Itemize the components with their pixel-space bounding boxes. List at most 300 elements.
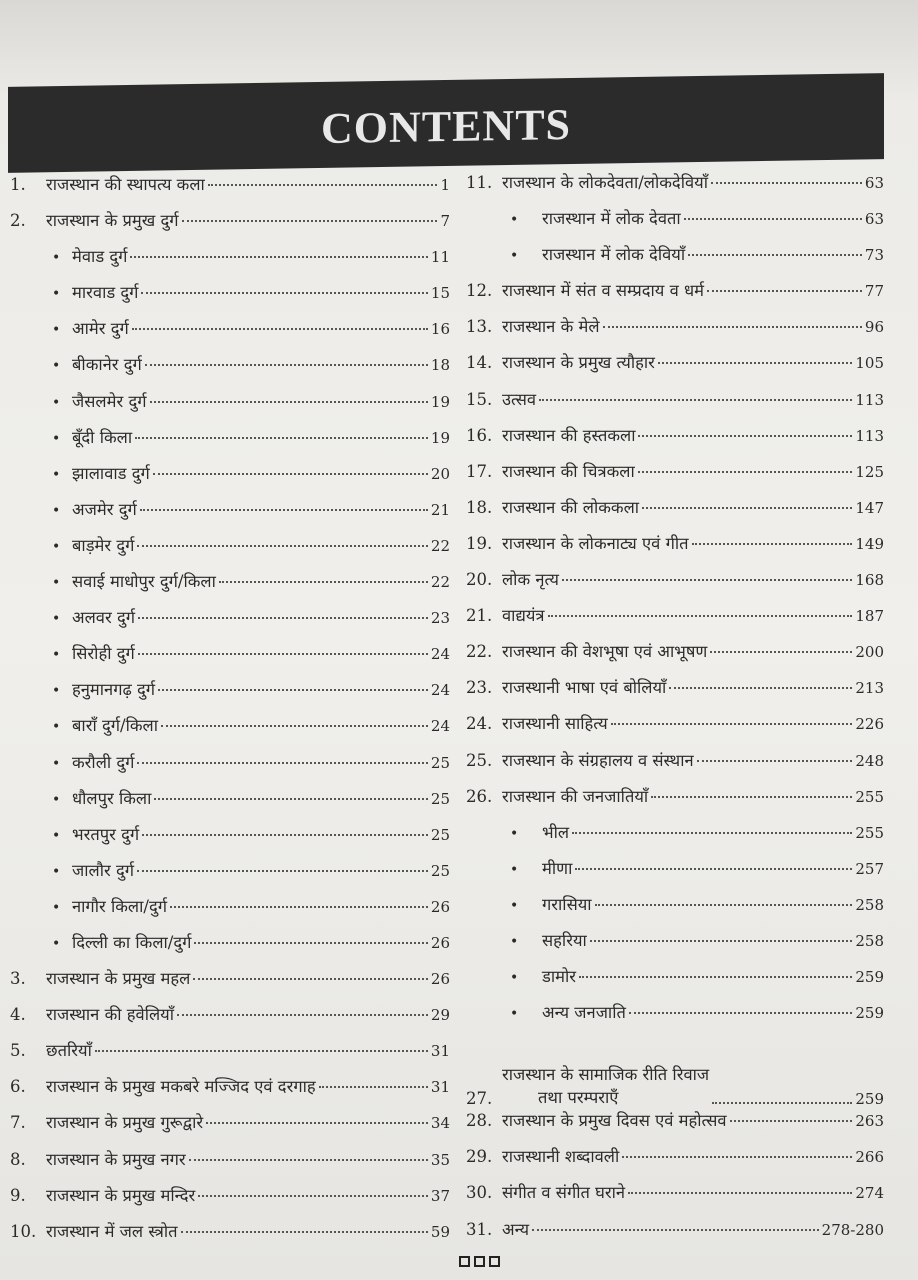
- dot-leader: [154, 798, 428, 800]
- toc-subentry: [10, 244, 450, 280]
- bullet-icon: •: [52, 538, 61, 555]
- entry-number: 1.: [10, 175, 26, 194]
- page-number: 263: [855, 1112, 884, 1131]
- entry-number: 12.: [466, 281, 493, 301]
- dot-leader: [710, 651, 852, 653]
- entry-number: 28.: [466, 1111, 493, 1131]
- bullet-icon: •: [510, 248, 519, 265]
- dot-leader: [130, 256, 427, 258]
- entry-title: सिरोही दुर्ग: [72, 644, 135, 664]
- footer-ornament: [459, 1256, 500, 1267]
- bullet-icon: •: [52, 719, 61, 736]
- entry-title: राजस्थान के प्रमुख त्यौहार: [502, 353, 655, 373]
- entry-title: राजस्थान में लोक देवता: [542, 209, 681, 229]
- toc-entry: [466, 1108, 884, 1144]
- dot-leader: [145, 364, 428, 366]
- page-number: 24: [430, 645, 450, 664]
- page-number: 22: [430, 536, 450, 555]
- entry-title: राजस्थान के प्रमुख दिवस एवं महोत्सव: [502, 1111, 727, 1131]
- toc-subentry: [466, 892, 884, 928]
- page-number: 35: [430, 1150, 450, 1169]
- entry-title: धौलपुर किला: [72, 788, 152, 808]
- entry-title: राजस्थानी भाषा एवं बोलियाँ: [502, 678, 667, 698]
- toc-subentry: [10, 786, 450, 822]
- page-number: 22: [430, 573, 450, 592]
- square-ornament-icon: [474, 1256, 485, 1267]
- page-number: 278-280: [821, 1220, 884, 1239]
- bullet-icon: •: [510, 861, 519, 878]
- entry-number: 14.: [466, 353, 493, 373]
- dot-leader: [611, 723, 853, 725]
- page-number: 113: [855, 426, 884, 445]
- page-number: 274: [855, 1184, 884, 1203]
- page-title: CONTENTS: [320, 99, 572, 153]
- entry-title: भील: [542, 822, 570, 842]
- entry-title: अलवर दुर्ग: [72, 608, 136, 628]
- entry-title: बाड़मेर दुर्ग: [72, 535, 135, 555]
- page-number: 255: [855, 823, 884, 842]
- entry-title: झालावाड दुर्ग: [72, 463, 150, 483]
- entry-title: राजस्थान के प्रमुख दुर्ग: [46, 211, 179, 231]
- entry-title: राजस्थानी शब्दावली: [502, 1147, 620, 1167]
- dot-leader: [628, 1192, 852, 1194]
- page-number: 59: [430, 1222, 450, 1241]
- toc-subentry: [10, 822, 450, 858]
- dot-leader: [642, 507, 852, 509]
- dot-leader: [697, 760, 853, 762]
- dot-leader: [137, 545, 427, 547]
- entry-title: जैसलमेर दुर्ग: [72, 391, 147, 411]
- entry-title: सहरिया: [542, 930, 587, 950]
- entry-title: राजस्थान के लोकदेवता/लोकदेवियाँ: [502, 173, 708, 192]
- dot-leader: [651, 796, 852, 798]
- dot-leader: [142, 834, 428, 836]
- toc-entry: [466, 314, 884, 350]
- dot-leader: [206, 1122, 428, 1124]
- entry-title: अजमेर दुर्ग: [72, 499, 137, 519]
- page-number: 31: [430, 1078, 450, 1097]
- dot-leader: [170, 906, 428, 908]
- entry-number: 31.: [466, 1219, 493, 1239]
- entry-title: राजस्थान की चित्रकला: [502, 461, 635, 481]
- page-number: 25: [430, 825, 450, 844]
- bullet-icon: •: [510, 1006, 519, 1023]
- toc-entry: [466, 531, 884, 567]
- bullet-icon: •: [52, 466, 61, 483]
- dot-leader: [177, 1014, 428, 1016]
- entry-title-line-2: तथा परम्पराएँ: [538, 1088, 619, 1108]
- page-number: 15: [430, 284, 450, 303]
- entry-number: 30.: [466, 1183, 493, 1203]
- entry-title: राजस्थानी साहित्य: [502, 714, 608, 734]
- dot-leader: [198, 1195, 428, 1197]
- dot-leader: [669, 687, 852, 689]
- page-number: 258: [855, 931, 884, 950]
- entry-title: अन्य: [502, 1219, 530, 1239]
- entry-number: 11.: [466, 173, 493, 192]
- page-number: 258: [855, 895, 884, 914]
- entry-title: डामोर: [542, 967, 576, 987]
- entry-title: राजस्थान के संग्रहालय व संस्थान: [502, 750, 694, 770]
- entry-title: गरासिया: [542, 894, 592, 914]
- dot-leader: [141, 292, 427, 294]
- entry-title: नागौर किला/दुर्ग: [72, 896, 168, 916]
- toc-subentry: [466, 928, 884, 964]
- toc-entry: [10, 1002, 450, 1038]
- bullet-icon: •: [510, 933, 519, 950]
- page-number: 34: [430, 1114, 450, 1133]
- page-number: 23: [430, 609, 450, 628]
- toc-subentry: [10, 280, 450, 316]
- bullet-icon: •: [52, 286, 61, 303]
- page-number: 7: [440, 212, 450, 231]
- toc-entry: [466, 387, 884, 423]
- entry-number: 7.: [10, 1113, 26, 1133]
- entry-title: आमेर दुर्ग: [72, 319, 129, 339]
- entry-title: राजस्थान में लोक देवियाँ: [542, 245, 686, 265]
- toc-subentry: [466, 820, 884, 856]
- toc-entry: [466, 1180, 884, 1216]
- toc-subentry: [10, 352, 450, 388]
- page-number: 257: [855, 859, 884, 878]
- dot-leader: [711, 182, 862, 184]
- page-number: 24: [430, 681, 450, 700]
- dot-leader: [572, 832, 852, 834]
- page-number: 200: [855, 643, 884, 662]
- dot-leader: [137, 762, 427, 764]
- toc-entry: [466, 711, 884, 747]
- bullet-icon: •: [510, 212, 519, 229]
- page-number: 25: [430, 861, 450, 880]
- toc-entry: [466, 170, 884, 206]
- entry-title: सवाई माधोपुर दुर्ग/किला: [72, 572, 216, 592]
- entry-number: 5.: [10, 1041, 26, 1061]
- entry-number: 18.: [466, 497, 493, 517]
- page-number: 149: [855, 534, 884, 553]
- dot-leader: [590, 940, 853, 942]
- page-number: 63: [864, 210, 884, 229]
- dot-leader: [539, 399, 852, 401]
- toc-entry: [466, 1144, 884, 1180]
- toc-subentry: [10, 750, 450, 786]
- toc-entry: [466, 639, 884, 675]
- entry-number: 4.: [10, 1005, 26, 1025]
- page-number: 248: [855, 751, 884, 770]
- dot-leader: [579, 976, 852, 978]
- dot-leader: [692, 543, 853, 545]
- page-number: 255: [855, 787, 884, 806]
- page-number: 26: [430, 897, 450, 916]
- toc-entry: [466, 567, 884, 603]
- toc-entry: [466, 459, 884, 495]
- bullet-icon: •: [52, 322, 61, 339]
- page-number: 19: [430, 392, 450, 411]
- bullet-icon: •: [52, 575, 61, 592]
- toc-subentry: [10, 713, 450, 749]
- entry-number: 22.: [466, 642, 493, 662]
- page-number: 168: [855, 571, 884, 590]
- dot-leader: [707, 290, 862, 292]
- dot-leader: [629, 1012, 852, 1014]
- toc-subentry: [10, 316, 450, 352]
- entry-number: 20.: [466, 570, 493, 590]
- toc-entry: [466, 748, 884, 784]
- dot-leader: [595, 904, 853, 906]
- square-ornament-icon: [459, 1256, 470, 1267]
- entry-number: 25.: [466, 750, 493, 770]
- dot-leader: [181, 1231, 428, 1233]
- entry-number: 8.: [10, 1149, 26, 1169]
- entry-title: राजस्थान में जल स्त्रोत: [46, 1221, 178, 1241]
- entry-number: 10.: [10, 1221, 37, 1241]
- page-number: 213: [855, 679, 884, 698]
- dot-leader: [193, 978, 428, 980]
- toc-subentry: [10, 389, 450, 425]
- entry-title-line-1: राजस्थान के सामाजिक रीति रिवाज: [502, 1065, 710, 1085]
- entry-title: जालौर दुर्ग: [72, 860, 135, 880]
- dot-leader: [712, 1102, 852, 1104]
- square-ornament-icon: [489, 1256, 500, 1267]
- entry-title: राजस्थान के मेले: [502, 317, 600, 337]
- page-number: 29: [430, 1006, 450, 1025]
- entry-number: 13.: [466, 317, 493, 337]
- bullet-icon: •: [510, 970, 519, 987]
- entry-number: 6.: [10, 1077, 26, 1097]
- toc-entry: [10, 1110, 450, 1146]
- page-number: 37: [430, 1186, 450, 1205]
- toc-subentry: [10, 858, 450, 894]
- page-number: 18: [430, 356, 450, 375]
- toc-subentry: [10, 677, 450, 713]
- dot-leader: [638, 435, 852, 437]
- dot-leader: [603, 326, 862, 328]
- bullet-icon: •: [52, 250, 61, 267]
- dot-leader: [161, 725, 428, 727]
- dot-leader: [622, 1156, 852, 1158]
- dot-leader: [140, 509, 428, 511]
- entry-title: राजस्थान की हस्तकला: [502, 425, 636, 445]
- entry-number: 15.: [466, 389, 493, 409]
- toc-entry: [10, 172, 450, 208]
- bullet-icon: •: [52, 935, 61, 952]
- entry-title: लोक नृत्य: [502, 570, 559, 590]
- entry-title: राजस्थान की हवेलियाँ: [46, 1005, 175, 1025]
- bullet-icon: •: [52, 827, 61, 844]
- bullet-icon: •: [52, 611, 61, 628]
- entry-number: 3.: [10, 969, 26, 989]
- dot-leader: [132, 328, 428, 330]
- entry-number: 24.: [466, 714, 493, 734]
- toc-entry: [466, 495, 884, 531]
- dot-leader: [137, 870, 428, 872]
- toc-subentry: [10, 461, 450, 497]
- bullet-icon: •: [52, 502, 61, 519]
- toc-entry: [10, 1183, 450, 1219]
- toc-entry: [466, 278, 884, 314]
- toc-entry: [466, 1217, 884, 1253]
- page-number: 259: [855, 968, 884, 987]
- page-number: 105: [855, 354, 884, 373]
- entry-number: 23.: [466, 678, 493, 698]
- page-number: 25: [430, 753, 450, 772]
- dot-leader: [182, 220, 438, 222]
- toc-subentry: [10, 569, 450, 605]
- entry-title: राजस्थान के लोकनाट्य एवं गीत: [502, 533, 689, 553]
- entry-title: करौली दुर्ग: [72, 752, 135, 772]
- dot-leader: [194, 942, 428, 944]
- page-number: 259: [855, 1004, 884, 1023]
- dot-leader: [548, 615, 853, 617]
- toc-subentry: [10, 641, 450, 677]
- dot-leader: [189, 1159, 428, 1161]
- entry-number: 16.: [466, 425, 493, 445]
- toc-entry: [466, 1036, 884, 1108]
- bullet-icon: •: [52, 755, 61, 772]
- bullet-icon: •: [52, 394, 61, 411]
- page-number: 113: [855, 390, 884, 409]
- entry-title: राजस्थान के प्रमुख मन्दिर: [46, 1185, 196, 1205]
- page-number: 226: [855, 715, 884, 734]
- entry-title: राजस्थान के प्रमुख मकबरे मज्जिद एवं दरगाह: [46, 1077, 316, 1097]
- toc-subentry: [466, 206, 884, 242]
- dot-leader: [562, 579, 852, 581]
- dot-leader: [138, 617, 428, 619]
- entry-title: मीणा: [542, 858, 573, 878]
- dot-leader: [138, 653, 428, 655]
- entry-number: 2.: [10, 211, 26, 231]
- page-number: 96: [864, 318, 884, 337]
- entry-title: हनुमानगढ़ दुर्ग: [72, 680, 156, 700]
- bullet-icon: •: [52, 899, 61, 916]
- dot-leader: [688, 254, 862, 256]
- dot-leader: [219, 581, 428, 583]
- toc-entry: [466, 423, 884, 459]
- toc-entry: [10, 1147, 450, 1183]
- page-number: 11: [430, 248, 450, 267]
- page-number: 20: [430, 464, 450, 483]
- page-number: 63: [864, 174, 884, 192]
- page-number: 19: [430, 428, 450, 447]
- page-number: 31: [430, 1042, 450, 1061]
- entry-title: राजस्थान के प्रमुख महल: [46, 969, 191, 989]
- toc-subentry: [466, 964, 884, 1000]
- entry-title: बाराँ दुर्ग/किला: [72, 716, 158, 736]
- dot-leader: [208, 184, 438, 186]
- entry-number: 26.: [466, 786, 493, 806]
- dot-leader: [319, 1086, 428, 1088]
- entry-number: 29.: [466, 1147, 493, 1167]
- toc-entry: [466, 350, 884, 386]
- toc-subentry: [466, 856, 884, 892]
- toc-entry: [466, 603, 884, 639]
- dot-leader: [684, 218, 862, 220]
- dot-leader: [150, 401, 428, 403]
- bullet-icon: •: [510, 825, 519, 842]
- toc-entry: [466, 675, 884, 711]
- entry-title: मारवाड दुर्ग: [72, 283, 139, 303]
- page-number: 73: [864, 246, 884, 265]
- dot-leader: [638, 471, 853, 473]
- bullet-icon: •: [52, 358, 61, 375]
- toc-entry: [10, 208, 450, 244]
- bullet-icon: •: [52, 430, 61, 447]
- entry-title: राजस्थान की जनजातियाँ: [502, 786, 649, 806]
- page-number: 266: [855, 1148, 884, 1167]
- bullet-icon: •: [52, 863, 61, 880]
- entry-title: मेवाड दुर्ग: [72, 247, 128, 267]
- entry-title: राजस्थान की लोककला: [502, 497, 640, 517]
- entry-title: वाद्ययंत्र: [502, 606, 545, 626]
- page-number: 147: [855, 498, 884, 517]
- toc-left-column: [10, 172, 450, 1255]
- page-number: 24: [430, 717, 450, 736]
- toc-subentry: [10, 930, 450, 966]
- toc-entry: [10, 1074, 450, 1110]
- entry-title: दिल्ली का किला/दुर्ग: [72, 932, 192, 952]
- entry-title: [502, 1062, 709, 1108]
- dot-leader: [95, 1050, 428, 1052]
- entry-number: 17.: [466, 461, 493, 481]
- toc-entry: [10, 1038, 450, 1074]
- dot-leader: [158, 689, 428, 691]
- contents-banner: [8, 73, 884, 173]
- bullet-icon: •: [510, 897, 519, 914]
- page-number: 26: [430, 933, 450, 952]
- toc-subentry: [466, 242, 884, 278]
- page-number: 125: [855, 462, 884, 481]
- entry-number: 27.: [466, 1089, 493, 1109]
- toc-right-column: [466, 170, 884, 1253]
- dot-leader: [658, 362, 852, 364]
- entry-title: राजस्थान की वेशभूषा एवं आभूषण: [502, 642, 708, 662]
- entry-title: राजस्थान के प्रमुख नगर: [46, 1149, 186, 1169]
- bullet-icon: •: [52, 683, 61, 700]
- page-number: 26: [430, 970, 450, 989]
- entry-number: 19.: [466, 533, 493, 553]
- entry-number: 9.: [10, 1185, 26, 1205]
- entry-title: अन्य जनजाति: [542, 1003, 626, 1023]
- toc-subentry: [10, 425, 450, 461]
- page-number: 16: [430, 320, 450, 339]
- entry-title: राजस्थान में संत व सम्प्रदाय व धर्म: [502, 281, 704, 301]
- toc-entry: [10, 1219, 450, 1255]
- page-number: 25: [430, 789, 450, 808]
- page-number: 1: [440, 176, 450, 194]
- dot-leader: [532, 1229, 819, 1231]
- entry-title: बीकानेर दुर्ग: [72, 355, 142, 375]
- entry-title: उत्सव: [502, 389, 537, 409]
- entry-title: भरतपुर दुर्ग: [72, 824, 140, 844]
- entry-title: संगीत व संगीत घराने: [502, 1183, 626, 1203]
- entry-title: राजस्थान की स्थापत्य कला: [46, 175, 205, 194]
- toc-entry: [10, 966, 450, 1002]
- dot-leader: [153, 473, 428, 475]
- page-number: 21: [430, 500, 450, 519]
- entry-title: राजस्थान के प्रमुख गुरूद्वारे: [46, 1113, 204, 1133]
- toc-subentry: [10, 894, 450, 930]
- entry-title: छतरियाँ: [46, 1041, 92, 1061]
- toc-subentry: [10, 497, 450, 533]
- entry-number: 21.: [466, 606, 493, 626]
- page-number: 77: [864, 282, 884, 301]
- toc-subentry: [10, 605, 450, 641]
- toc-subentry: [10, 533, 450, 569]
- toc-subentry: [466, 1000, 884, 1036]
- dot-leader: [730, 1120, 853, 1122]
- page-number: 187: [855, 607, 884, 626]
- dot-leader: [135, 437, 428, 439]
- entry-title: बूँदी किला: [72, 427, 133, 447]
